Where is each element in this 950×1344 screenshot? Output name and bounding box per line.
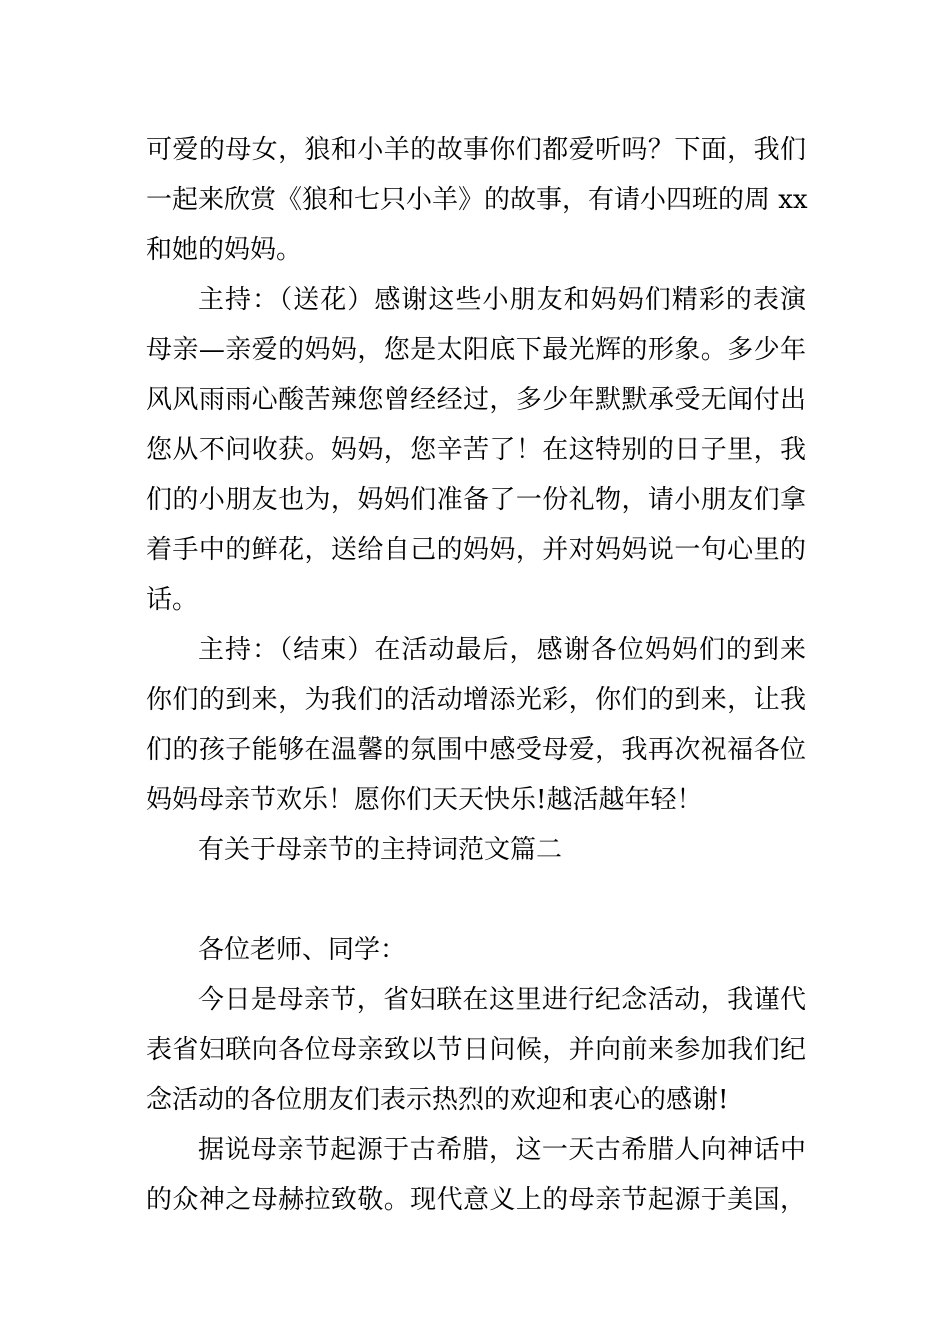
text-line: 话。	[146, 585, 199, 615]
text-line: 你们的到来，为我们的活动增添光彩，你们的到来，让我	[146, 685, 806, 715]
text-line: 妈妈母亲节欢乐！愿你们天天快乐!越活越年轻！	[146, 785, 703, 815]
text-line: 可爱的母女，狼和小羊的故事你们都爱听吗？下面，我们	[146, 135, 806, 165]
text-line: 主持：（送花）感谢这些小朋友和妈妈们精彩的表演	[198, 285, 806, 315]
text-line: 今日是母亲节，省妇联在这里进行纪念活动，我谨代	[198, 985, 806, 1015]
section-heading: 有关于母亲节的主持词范文篇二	[198, 835, 563, 865]
text-line: 和她的妈妈。	[146, 235, 303, 265]
text-line: 风风雨雨心酸苦辣您曾经经过，多少年默默承受无闻付出	[146, 385, 806, 415]
text-line: 一起来欣赏《狼和七只小羊》的故事，有请小四班的周 xx	[146, 185, 808, 215]
text-line: 的众神之母赫拉致敬。现代意义上的母亲节起源于美国，	[146, 1185, 806, 1215]
text-line: 您从不问收获。妈妈，您辛苦了！在这特别的日子里，我	[146, 435, 806, 465]
text-line: 们的小朋友也为，妈妈们准备了一份礼物，请小朋友们拿	[146, 485, 806, 515]
text-line: 母亲—亲爱的妈妈，您是太阳底下最光辉的形象。多少年	[146, 335, 806, 365]
text-line: 念活动的各位朋友们表示热烈的欢迎和衷心的感谢!	[146, 1085, 729, 1115]
text-line: 据说母亲节起源于古希腊，这一天古希腊人向神话中	[198, 1135, 806, 1165]
text-line: 们的孩子能够在温馨的氛围中感受母爱，我再次祝福各位	[146, 735, 806, 765]
text-line: 表省妇联向各位母亲致以节日问候，并向前来参加我们纪	[146, 1035, 806, 1065]
salutation: 各位老师、同学：	[198, 935, 407, 965]
document-body	[146, 0, 806, 1344]
text-line: 主持：（结束）在活动最后，感谢各位妈妈们的到来	[198, 635, 806, 665]
text-line: 着手中的鲜花，送给自己的妈妈，并对妈妈说一句心里的	[146, 535, 806, 565]
